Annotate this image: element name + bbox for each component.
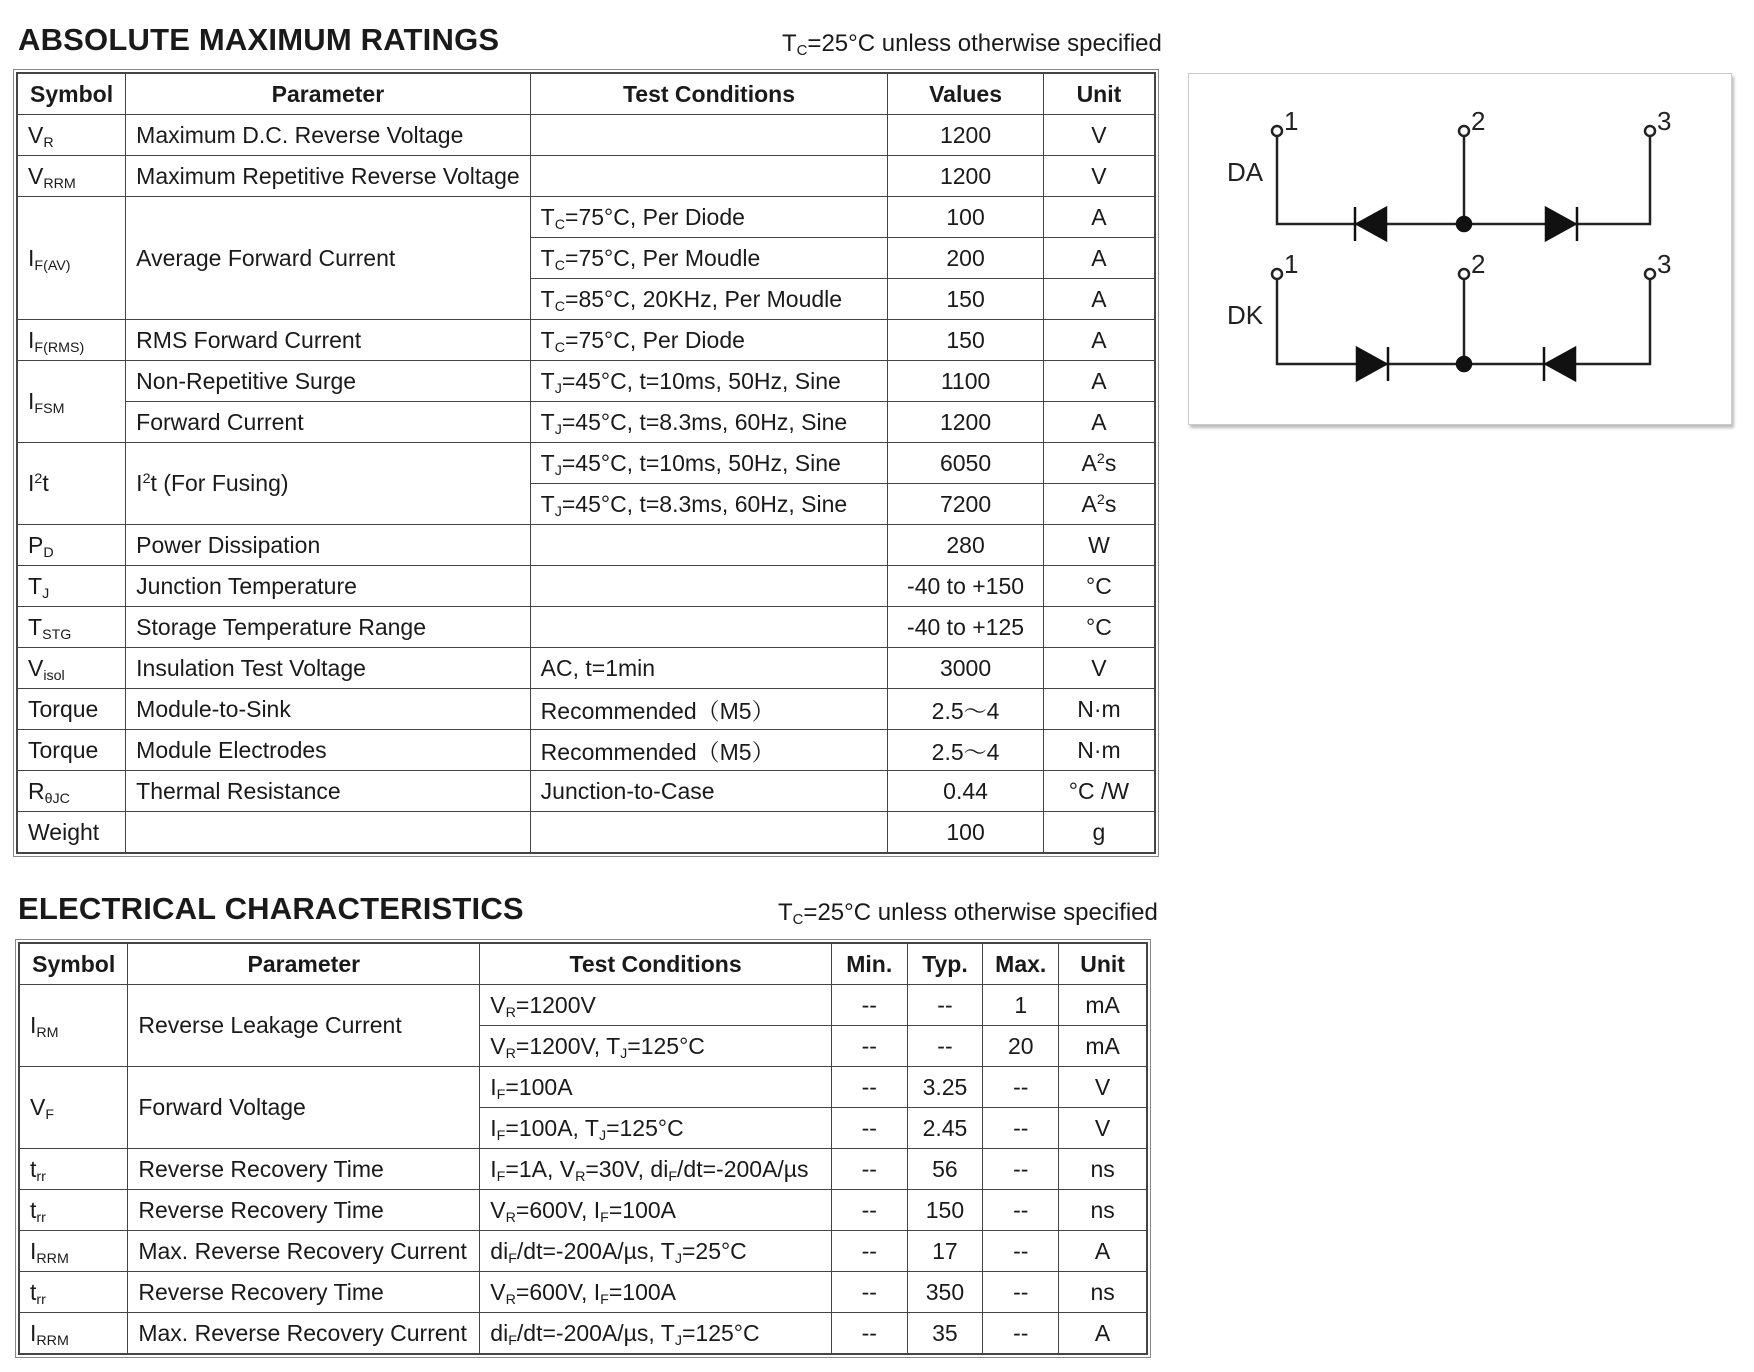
da-pin2-terminal [1459,126,1469,136]
typ-cell: 350 [907,1272,983,1313]
parameter-cell [126,812,531,854]
parameter-cell: $I^2t$ (For Fusing) [126,443,531,525]
condition-cell: $V_R=1200V$ [480,985,832,1026]
typ-cell: 35 [907,1313,983,1355]
value-cell: 1200 [888,156,1044,197]
unit-cell: °C /W [1043,771,1155,812]
header-test-conditions: Test Conditions [530,73,888,115]
header-min: Min. [831,943,907,985]
parameter-cell: Forward Voltage [128,1067,480,1149]
condition-cell: $T_C=75^\circ C$, Per Diode [530,197,888,238]
condition-cell [530,156,888,197]
dk-pin1-label: 1 [1284,249,1299,279]
symbol-trr: $t_{rr}$ [19,1149,128,1190]
unit-cell: V [1043,156,1155,197]
unit-cell: ns [1059,1272,1147,1313]
da-pin3-label: 3 [1657,106,1672,136]
condition-cell: $T_C=75^\circ C$, Per Diode [530,320,888,361]
symbol-ifsm: $I_{FSM}$ [17,361,126,443]
da-diode-right-icon [1546,208,1575,240]
unit-cell: V [1043,115,1155,156]
parameter-cell: Maximum Repetitive Reverse Voltage [126,156,531,197]
symbol-torque: Torque [17,730,126,771]
table-row [17,689,1155,730]
parameter-cell: RMS Forward Current [126,320,531,361]
condition-cell: Recommended（M5） [530,689,888,730]
header-parameter: Parameter [126,73,531,115]
value-cell: 1200 [888,115,1044,156]
min-cell: -- [831,985,907,1026]
unit-cell: A [1043,238,1155,279]
max-cell: -- [983,1108,1059,1149]
symbol-irrm: $I_{RRM}$ [19,1313,128,1355]
amr-title: ABSOLUTE MAXIMUM RATINGS [18,22,500,57]
da-pin1-terminal [1272,126,1282,136]
min-cell: -- [831,1313,907,1355]
condition-cell: AC, t=1min [530,648,888,689]
dk-pin2-terminal [1459,269,1469,279]
max-cell: -- [983,1190,1059,1231]
table-header-row [17,73,1155,115]
unit-cell: A [1043,361,1155,402]
absolute-maximum-ratings-table [16,72,1156,854]
table-row [19,1149,1147,1190]
parameter-cell: Max. Reverse Recovery Current [128,1313,480,1355]
parameter-cell: Reverse Leakage Current [128,985,480,1067]
value-cell: 100 [888,812,1044,854]
unit-cell: °C [1043,607,1155,648]
value-cell: 0.44 [888,771,1044,812]
da-label: DA [1227,157,1264,187]
da-pin3-terminal [1645,126,1655,136]
min-cell: -- [831,1272,907,1313]
condition-cell [530,525,888,566]
ec-condition-note: $T_C=25^\circ C$ unless otherwise specified [778,899,1158,929]
condition-cell: Recommended（M5） [530,730,888,771]
unit-cell: mA [1059,1026,1147,1067]
symbol-ifrms: $I_{F(RMS)}$ [17,320,126,361]
value-cell: 150 [888,320,1044,361]
unit-cell: mA [1059,985,1147,1026]
unit-cell: N·m [1043,689,1155,730]
dk-junction-dot [1457,357,1471,371]
dk-pin3-terminal [1645,269,1655,279]
symbol-weight: Weight [17,812,126,854]
amr-condition-note: $T_C=25^\circ C$ unless otherwise specified [782,30,1162,60]
table-row [17,115,1155,156]
ec-title: ELECTRICAL CHARACTERISTICS [18,891,524,926]
symbol-trr: $t_{rr}$ [19,1272,128,1313]
parameter-cell: Maximum D.C. Reverse Voltage [126,115,531,156]
condition-cell: $V_R=600V$, $I_F=100A$ [480,1272,832,1313]
parameter-cell: Forward Current [126,402,531,443]
condition-cell [530,812,888,854]
symbol-vrrm: $V_{RRM}$ [17,156,126,197]
value-cell: -40 to +125 [888,607,1044,648]
table-row [19,985,1147,1026]
value-cell: 1100 [888,361,1044,402]
parameter-cell: Reverse Recovery Time [128,1272,480,1313]
condition-cell [530,566,888,607]
value-cell: 280 [888,525,1044,566]
table-row [19,1231,1147,1272]
min-cell: -- [831,1149,907,1190]
table-row [19,1190,1147,1231]
table-row [19,1067,1147,1108]
table-row [17,320,1155,361]
unit-cell: A [1043,197,1155,238]
parameter-cell: Max. Reverse Recovery Current [128,1231,480,1272]
header-max: Max. [983,943,1059,985]
unit-cell: A [1043,279,1155,320]
header-unit: Unit [1059,943,1147,985]
da-diode-left-icon [1357,208,1386,240]
max-cell: -- [983,1272,1059,1313]
header-values: Values [888,73,1044,115]
parameter-cell: Insulation Test Voltage [126,648,531,689]
unit-cell: A [1043,320,1155,361]
table-row [17,156,1155,197]
symbol-irrm: $I_{RRM}$ [19,1231,128,1272]
header-unit: Unit [1043,73,1155,115]
dk-pin2-label: 2 [1471,249,1486,279]
symbol-ifav: $I_{F(AV)}$ [17,197,126,320]
unit-cell: ns [1059,1190,1147,1231]
symbol-pd: $P_D$ [17,525,126,566]
unit-cell: V [1059,1108,1147,1149]
table-row [19,1313,1147,1355]
unit-cell: g [1043,812,1155,854]
condition-cell: $T_C=75^\circ C$, Per Moudle [530,238,888,279]
condition-cell: $T_J=45^\circ C$, t=10ms, 50Hz, Sine [530,361,888,402]
parameter-cell: Reverse Recovery Time [128,1149,480,1190]
symbol-torque: Torque [17,689,126,730]
symbol-visol: $V_{isol}$ [17,648,126,689]
header-test-conditions: Test Conditions [480,943,832,985]
value-cell: 2.5～4 [888,730,1044,771]
symbol-i2t: $I^2t$ [17,443,126,525]
unit-cell: ns [1059,1149,1147,1190]
symbol-trr: $t_{rr}$ [19,1190,128,1231]
unit-cell: $A^2s$ [1043,484,1155,525]
max-cell: -- [983,1313,1059,1355]
table-row [17,812,1155,854]
value-cell: 100 [888,197,1044,238]
typ-cell: -- [907,1026,983,1067]
dk-diode-left-icon [1357,348,1386,380]
condition-cell: $T_J=45^\circ C$, t=10ms, 50Hz, Sine [530,443,888,484]
condition-cell: $T_C=85^\circ C$, 20KHz, Per Moudle [530,279,888,320]
parameter-cell: Thermal Resistance [126,771,531,812]
max-cell: -- [983,1067,1059,1108]
parameter-cell: Storage Temperature Range [126,607,531,648]
table-row [17,648,1155,689]
unit-cell: V [1059,1067,1147,1108]
symbol-vr: $V_R$ [17,115,126,156]
condition-cell: $V_R=600V$, $I_F=100A$ [480,1190,832,1231]
condition-cell: $T_J=45^\circ C$, t=8.3ms, 60Hz, Sine [530,402,888,443]
value-cell: 200 [888,238,1044,279]
condition-cell: $I_F=100A$, $T_J=125^\circ C$ [480,1108,832,1149]
unit-cell: W [1043,525,1155,566]
parameter-cell: Module-to-Sink [126,689,531,730]
dk-pin3-label: 3 [1657,249,1672,279]
condition-cell: $di_F/dt=-200A/\mu s$, $T_J=125^\circ C$ [480,1313,832,1355]
unit-cell: °C [1043,566,1155,607]
table-row [17,402,1155,443]
max-cell: 1 [983,985,1059,1026]
table-row [17,566,1155,607]
symbol-rthjc: $R_{\theta JC}$ [17,771,126,812]
min-cell: -- [831,1026,907,1067]
condition-cell: Junction-to-Case [530,771,888,812]
value-cell: 1200 [888,402,1044,443]
parameter-cell: Reverse Recovery Time [128,1190,480,1231]
table-row [19,1272,1147,1313]
dk-diode-right-icon [1546,348,1575,380]
unit-cell: A [1059,1231,1147,1272]
parameter-cell: Average Forward Current [126,197,531,320]
condition-cell: $I_F=1A$, $V_R=30V$, $di_F/dt=-200A/\mu s$ [480,1149,832,1190]
condition-cell: $di_F/dt=-200A/\mu s$, $T_J=25^\circ C$ [480,1231,832,1272]
condition-cell: $T_J=45^\circ C$, t=8.3ms, 60Hz, Sine [530,484,888,525]
parameter-cell: Module Electrodes [126,730,531,771]
value-cell: 150 [888,279,1044,320]
symbol-tstg: $T_{STG}$ [17,607,126,648]
symbol-irm: $I_{RM}$ [19,985,128,1067]
parameter-cell: Non-Repetitive Surge [126,361,531,402]
table-row [17,361,1155,402]
symbol-vf: $V_F$ [19,1067,128,1149]
electrical-characteristics-table [18,942,1148,1355]
parameter-cell: Power Dissipation [126,525,531,566]
typ-cell: 56 [907,1149,983,1190]
min-cell: -- [831,1067,907,1108]
typ-cell: 17 [907,1231,983,1272]
max-cell: -- [983,1149,1059,1190]
unit-cell: A [1059,1313,1147,1355]
table-row [17,443,1155,484]
unit-cell: N·m [1043,730,1155,771]
da-pin1-label: 1 [1284,106,1299,136]
value-cell: 6050 [888,443,1044,484]
typ-cell: 2.45 [907,1108,983,1149]
typ-cell: 3.25 [907,1067,983,1108]
table-row [17,525,1155,566]
parameter-cell: Junction Temperature [126,566,531,607]
value-cell: 7200 [888,484,1044,525]
condition-cell: $V_R=1200V$, $T_J=125^\circ C$ [480,1026,832,1067]
max-cell: 20 [983,1026,1059,1067]
diode-circuit-schematic [1189,74,1731,424]
da-pin2-label: 2 [1471,106,1486,136]
header-symbol: Symbol [17,73,126,115]
header-symbol: Symbol [19,943,128,985]
table-row [17,730,1155,771]
min-cell: -- [831,1108,907,1149]
header-parameter: Parameter [128,943,480,985]
value-cell: 3000 [888,648,1044,689]
condition-cell [530,115,888,156]
typ-cell: -- [907,985,983,1026]
value-cell: 2.5～4 [888,689,1044,730]
value-cell: -40 to +150 [888,566,1044,607]
da-junction-dot [1457,217,1471,231]
max-cell: -- [983,1231,1059,1272]
min-cell: -- [831,1231,907,1272]
symbol-tj: $T_J$ [17,566,126,607]
condition-cell [530,607,888,648]
dk-label: DK [1227,300,1264,330]
table-header-row [19,943,1147,985]
typ-cell: 150 [907,1190,983,1231]
condition-cell: $I_F=100A$ [480,1067,832,1108]
circuit-diagram [1188,73,1732,425]
table-row [17,607,1155,648]
dk-pin1-terminal [1272,269,1282,279]
unit-cell: V [1043,648,1155,689]
header-typ: Typ. [907,943,983,985]
min-cell: -- [831,1190,907,1231]
unit-cell: A [1043,402,1155,443]
unit-cell: $A^2s$ [1043,443,1155,484]
table-row [17,771,1155,812]
table-row [17,197,1155,238]
